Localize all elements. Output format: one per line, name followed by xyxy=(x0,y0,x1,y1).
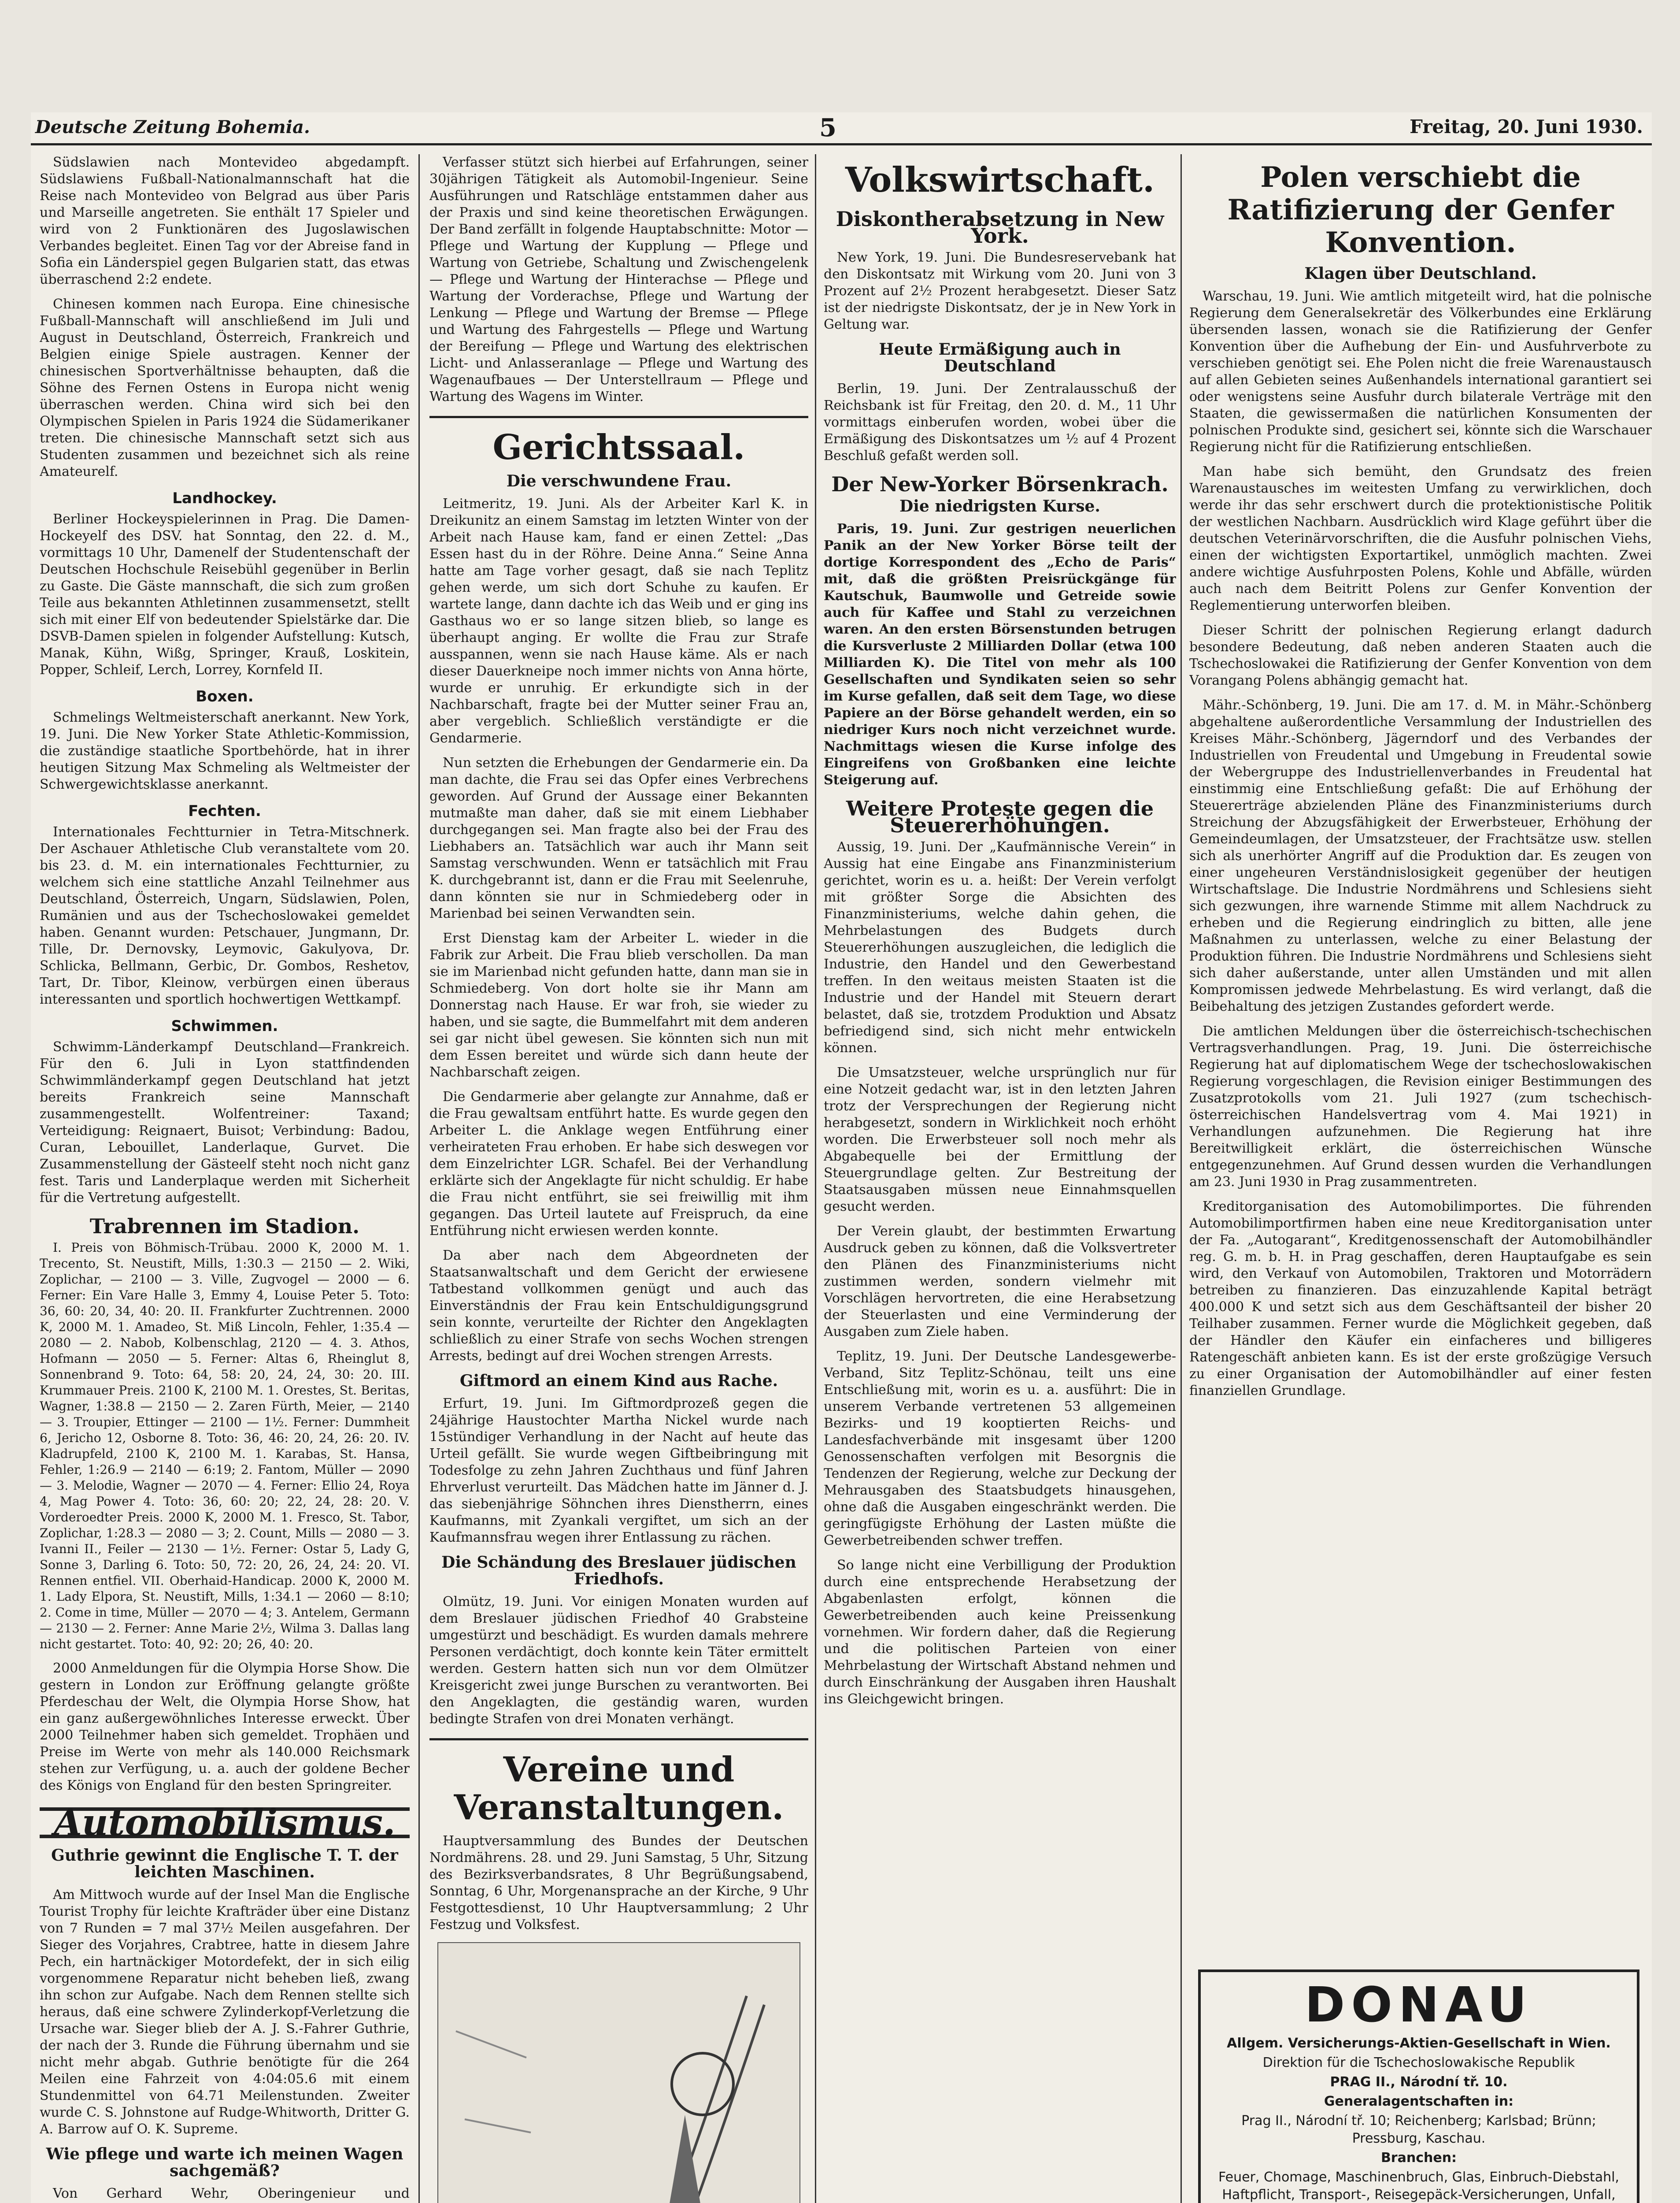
article-title-giftmord: Giftmord an einem Kind aus Rache. xyxy=(459,1372,778,1390)
article-subtitle-polen: Klagen über Deutschland. xyxy=(1304,264,1537,283)
article-title-pflege: Wie pflege und warte ich meinen Wagen sachgemäß? xyxy=(46,2145,403,2180)
article-pflege: Von Gerhard Wehr, Oberingenieur und xyxy=(53,2186,410,2201)
article-teplitz: Teplitz, 19. Juni. Der Deutsche Landesgewerbe-Verband, Sitz Teplitz-Schönau, teilt uns eine Entschließung mit, worin es u. a. ausführt: Die in unserem Verbande vertretenen 53 allgemeinen Bezirks- und 19 kooptierten Reichs- und Landesfachverbände mit insgesamt über 1200 Genossenschaften verfolgen mit Besorgnis die Tendenzen der Regierung, welche zur Deckung der Mehrausgaben des Staatsbudgets hinausgehen, ohne daß die Ausgaben eingeschränkt werden. Die geringfügigste Erhöhung der Lasten müßte die Gewerbetreibenden schwer treffen. xyxy=(824,1349,1176,1548)
article-title-verschwundene-frau: Die verschwundene Frau. xyxy=(506,472,732,490)
section-heading-boxen: Boxen. xyxy=(196,688,254,705)
article-polen-part1: Warschau, 19. Juni. Wie amtlich mitgeteilt wird, hat die polnische Regierung dem Generalsekretär des Völkerbundes eine Erklärung übersenden lassen, wonach sie die Ratifizierung der Genfer Konvention über die Aufhebung der Ein- und Ausfuhrverbote zu verschieben genötigt sei. Ehe Polen nicht die freie Warenaustausch auf allen Gebieten seines Außenhandels international garantiert sei oder wenigstens seine Ausfuhr durch bilaterale Verträge mit den Staaten, die gewissermaßen die natürlichen Konsumenten der polnischen Produkte sind, gesichert sei, könnte sich die Warschauer Regierung nicht für die Ratifizierung entschließen. xyxy=(1189,289,1652,455)
ad-branches: Feuer, Chomage, Maschinenbruch, Glas, Einbruch-Diebstahl, Haftpflicht, Transport-, Reisegepäck-Versicherungen, Unfall, xyxy=(1218,2170,1619,2203)
article-fechten: Internationales Fechtturnier in Tetra-Mitschnerk. Der Aschauer Athletische Club veranstaltete vom 20. bis 23. d. M. ein internationales Fechtturnier, zu welchem sich eine stattliche Anzahl Teilnehmer aus Deutschland, Österreich, Ungarn, Südslawien, Polen, Rumänien und aus der Tschechoslowakei gemeldet haben. Genannt wurden: Petschauer, Jungmann, Dr. Tille, Dr. Dernovsky, Leymovic, Gakulyova, Dr. Schlicka, Bellmann, Gerbic, Dr. Gombos, Reshetov, Tart, Dr. Tibor, Kleinow, verbürgen einen überaus interessanten und sportlich hochwertigen Wettkampf. xyxy=(40,824,410,1007)
article-subtitle-boersenkrach: Die niedrigsten Kurse. xyxy=(899,497,1100,516)
article-olympia: 2000 Anmeldungen für die Olympia Horse Show. Die gestern in London zur Eröffnung gelangte größte Pferdeschau der Welt, die Olympia Horse Show, hat ein ganz außergewöhnliches Interesse erweckt. Über 2000 Teilnehmer haben sich gemeldet. Trophäen und Preise im Werte von mehr als 140.000 Reichsmark stehen zur Verfügung, u. a. auch der goldene Becher des Königs von England für den besten Springreiter. xyxy=(40,1661,410,1793)
section-heading-fechten: Fechten. xyxy=(188,802,261,820)
article-frau-part3: Erst Dienstag kam der Arbeiter L. wieder in die Fabrik zur Arbeit. Die Frau blieb verschollen. Da man sie im Marienbad nicht gefunden hatte, dann man sie in Schmiedeberg. Von dort holte sie ihr Mann am Donnerstag nach Hause. Er war froh, sie wieder zu haben, und sie sagte, die Bummelfahrt mit dem anderen sei gar nicht übel gewesen. Sie könnten sich nun mit dem Essen bereitet und würde sich dann heute der Nachbarschaft zeigen. xyxy=(429,931,808,1080)
page-header xyxy=(31,112,1652,145)
ad-title: DONAU xyxy=(1305,1977,1533,2033)
ad-agencies: Prag II., Národní tř. 10; Reichenberg; Karlsbad; Brünn; Pressburg, Kaschau. xyxy=(1241,2113,1596,2146)
newspaper-masthead: Deutsche Zeitung Bohemia. xyxy=(35,117,310,137)
section-heading-schwimmen: Schwimmen. xyxy=(171,1017,278,1035)
column-sport xyxy=(40,154,410,2203)
article-title-breslau: Die Schändung des Breslauer jüdischen Friedhofs. xyxy=(441,1553,796,1588)
article-steuer-part3: Der Verein glaubt, der bestimmten Erwartung Ausdruck geben zu können, daß die Volksvertreter den Plänen des Finanzministeriums nicht zustimmen werden, sondern vielmehr mit Vorschlägen hervortreten, die eine Herabsetzung der Steuerlasten und eine Verminderung der Ausgaben zum Ziele haben. xyxy=(824,1224,1176,1339)
article-frau-part2: Nun setzten die Erhebungen der Gendarmerie ein. Da man dachte, die Frau sei das Opfer eines Verbrechens geworden. Auf Grund der Aussage einer Bekannten mutmaßte man daher, daß sie mit einem Liebhaber durchgegangen sei. Man fragte also bei der Frau des Liebhabers an. Tatsächlich war auch ihr Mann seit Samstag verschwunden. Wenn er tatsächlich mit Frau K. durchgebrannt ist, dann er die Frau mit Seelenruhe, dann könnten sie nur in Schmiedeberg oder in Marienbad bei seinen Verwandten sein. xyxy=(429,755,808,921)
section-heading-automobilismus: Automobilismus. xyxy=(40,1807,410,1838)
page-number: 5 xyxy=(819,113,836,142)
divider xyxy=(429,416,808,418)
article-steuer-part2: Die Umsatzsteuer, welche ursprünglich nur für eine Notzeit gedacht war, ist in den letzten Jahren trotz der Versprechungen der Regierung nicht herabgesetzt, sondern in Wirklichkeit noch erhöht worden. Die Erwerbsteuer soll noch mehr als Abgabequelle bei der Ermittlung der Steuergrundlage gelten. Zur Bestreitung der Staatsausgaben müssen neue Einnahmsquellen gesucht werden. xyxy=(824,1065,1176,1214)
column-gerichtssaal xyxy=(429,154,808,2203)
article-chinesen: Chinesen kommen nach Europa. Eine chinesische Fußball-Mannschaft will anschließend im Juli und August in Deutschland, Österreich, Frankreich und Belgien einige Spiele austragen. Kenner der chinesischen Sportverhältnisse behaupten, daß die Söhne des Fernen Ostens in Europa nicht wenig überraschen werden. China wird sich bei den Olympischen Spielen in Paris 1924 die Südamerikaner treten. Die chinesische Mannschaft setzt sich aus Studenten zusammen und bezeichnet sich als reine Amateurelf. xyxy=(40,297,410,479)
ad-direction: Direktion für die Tschechoslowakische Republik xyxy=(1262,2055,1575,2070)
section-heading-landhockey: Landhockey. xyxy=(172,490,277,507)
section-heading-volkswirtschaft: Volkswirtschaft. xyxy=(845,160,1155,200)
article-landhockey: Berliner Hockeyspielerinnen in Prag. Die Damen-Hockeyelf des DSV. hat Sonntag, den 22. d. M., vormittags 10 Uhr, Damenelf der Studentenschaft der Deutschen Hochschule Reisebühl gegenüber in Berlin zu Gaste. Die Gäste mannschaft, die sich zum großen Teile aus bekannten Athletinnen zusammensetzt, stellt sich mit einer Elf von bedeutender Spielstärke dar. Die DSVB-Damen spielen in folgender Aufstellung: Kutsch, Manak, Kühn, Wißg, Springer, Krauß, Loskitein, Popper, Schleif, Lerch, Lorrey, Kornfeld II. xyxy=(40,512,410,678)
article-title-polen: Polen verschiebt die Ratifizierung der Genfer Konvention. xyxy=(1227,161,1614,259)
article-title-steuer: Weitere Proteste gegen die Steuererhöhungen. xyxy=(846,797,1154,837)
article-boersenkrach: Paris, 19. Juni. Zur gestrigen neuerlichen Panik an der New Yorker Börse teilt der dortige Korrespondent des „Echo de Paris“ mit, daß die größten Preisrückgänge für Kautschuk, Baumwolle und Getreide sowie auch für Kaffee und Stahl zu verzeichnen waren. An den ersten Börsenstunden betrugen die Kursverluste 2 Milliarden Dollar (etwa 100 Milliarden K). Die Titel von mehr als 100 Gesellschaften und Syndikaten seien so sehr im Kurse gefallen, daß seit dem Tage, wo diese Papiere an der Börse gehandelt werden, ein so niedriger Kurs noch nicht verzeichnet wurde. Nachmittags wiesen die Kurse infolge des Eingreifens von Großbanken eine leichte Steigerung auf. xyxy=(824,521,1176,788)
article-title-diskont: Diskontherabsetzung in New York. xyxy=(836,207,1164,248)
article-heute: Berlin, 19. Juni. Der Zentralausschuß der Reichsbank ist für Freitag, den 20. d. M., 11 Uhr vormittags einberufen worden, wobei über die Ermäßigung des Diskontsatzes um ½ auf 4 Prozent Beschluß gefaßt werden soll. xyxy=(824,381,1176,464)
column-rule xyxy=(815,154,816,2203)
article-title-heute: Heute Ermäßigung auch in Deutschland xyxy=(879,340,1121,375)
article-frau-part4: Die Gendarmerie aber gelangte zur Annahme, daß er die Frau gewaltsam entführt hatte. Es wurde gegen den Arbeiter L. die Anklage wegen Entführung einer verheirateten Frau erhoben. Er habe sich deswegen vor dem Einzelrichter LGR. Schafel. Bei der Verhandlung erklärte sich der Angeklagte für nicht schuldig. Er habe die Frau nicht entführt, sie sei freiwillig mit ihm gegangen. Das Urteil lautete auf Freispruch, da eine Entführung nicht erwiesen werden konnte. xyxy=(429,1089,808,1239)
article-verhandlungen: Die amtlichen Meldungen über die österreichisch-tschechischen Vertragsverhandlungen. Prag, 19. Juni. Die österreichische Regierung hat auf diplomatischem Wege der tschechoslowakischen Regierung vorgeschlagen, die Revision einiger Bestimmungen des Zusatzprotokolls vom 21. Juli 1927 (zum tschechisch-österreichischen Handelsvertrag vom 4. Mai 1921) in Verhandlungen aufzunehmen. Die Regierung hat ihre Bereitwilligkeit erklärt, die österreichischen Wünsche entgegenzunehmen. Auf Grund dessen wurden die Verhandlungen am 23. Juni 1930 in Prag zusammentreten. xyxy=(1189,1024,1652,1190)
article-schwimmen: Schwimm-Länderkampf Deutschland—Frankreich. Für den 6. Juli in Lyon stattfindenden Schwimmländerkampf gegen Deutschland hat jetzt bereits Frankreich seine Mannschaft zusammengestellt. Wolfentreiner: Taxand; Verteidigung: Reignaert, Buisot; Verbindung: Badou, Curan, Lebouillet, Landerlaque, Gurvet. Die Zusammenstellung der Gästeelf steht noch nicht ganz fest. Taris und Landerplaque werden mit Sicherheit für die Vertretung aufgestellt. xyxy=(40,1039,410,1205)
article-suedslawien: Südslawien nach Montevideo abgedampft. Südslawiens Fußball-Nationalmannschaft hat die Reise nach Montevideo von Belgrad aus über Paris und Marseille angetreten. Sie enthält 17 Spieler und wird von 2 Funktionären des Jugoslawischen Verbandes begleitet. Einen Tag vor der Abreise fand in Sofia ein Länderspiel gegen Bulgarien statt, das etwas überraschend 2:2 endete. xyxy=(40,155,410,287)
divider xyxy=(429,1738,808,1740)
ad-company: Allgem. Versicherungs-Aktien-Gesellschaft in Wien. xyxy=(1227,2036,1611,2051)
column-rule xyxy=(1180,154,1182,2203)
article-vereine: Hauptversammlung des Bundes der Deutschen Nordmährens. 28. und 29. Juni Samstag, 5 Uhr, Sitzung des Bezirksverbandsrates, 8 Uhr Begrüßungsabend, Sonntag, 6 Uhr, Morgenansprache an der Kirche, 9 Uhr Festgottesdienst, 10 Uhr Hauptversammlung; 2 Uhr Festzug und Volksfest. xyxy=(429,1833,808,1932)
column-volkswirtschaft xyxy=(824,154,1176,2203)
article-trabrennen: I. Preis von Böhmisch-Trübau. 2000 K, 2000 M. 1. Trecento, St. Neustift, Mills, 1:30.3 — 2150 — 2. Wiki, Zoplichar, — 2100 — 3. Ville, Zugvogel — 2000 — 6. Ferner: Ein Vare Halle 3, Emmy 4, Louise Peter 5. Toto: 36, 60: 20, 34, 40: 20. II. Frankfurter Zuchtrennen. 2000 K, 2000 M. 1. Amadeo, St. Miß Lincoln, Fehler, 1:35.4 — 2080 — 2. Nabob, Kolbenschlag, 2120 — 4. 3. Athos, Hofmann — 2050 — 5. Ferner: Altas 6, Rheinglut 8, Sonnenbrand 9. Toto: 64, 58: 20, 24, 24, 30: 20. III. Krummauer Preis. 2100 K, 2100 M. 1. Orestes, St. Beritas, Wagner, 1:38.8 — 2150 — 2. Zaren Fürth, Meier, — 2140 — 3. Troupier, Ettinger — 2100 — 1½. Ferner: Dummheit 6, Jericho 12, Osborne 8. Toto: 36, 46: 20, 24, 26: 20. IV. Kladrupfeld, 2100 K, 2100 M. 1. Karabas, St. Hansa, Fehler, 1:26.9 — 2140 — 6:19; 2. Fantom, Müller — 2090 — 3. Melodie, Wagner — 2070 — 4. Ferner: Ellio 24, Roya 4, Mag Power 4. Toto: 36, 60: 20; 22, 24, 28: 20. V. Vorderoedter Preis. 2000 K, 2000 M. 1. Fresco, St. Tabor, Zoplichar, 1:28.3 — 2080 — 3; 2. Count, Mills — 2080 — 3. Ivanni II., Feiler — 2130 — 1½. Ferner: Ostar 5, Lady G, Sonne 3, Darling 6. Toto: 50, 72: 20, 26, 24, 24: 20. VI. Rennen entfiel. VII. Oberhaid-Handicap. 2000 K, 2000 M. 1. Lady Elpora, St. Neustift, Mills, 1:34.1 — 2060 — 8:10; 2. Come in time, Müller — 2070 — 4; 3. Antelem, Germann — 2130 — 2. Ferner: Anne Marie 2½, Wilma 3. Dallas lang nicht gestartet. Toto: 40, 92: 20; 26, 40: 20. xyxy=(40,1240,410,1651)
article-maehr-schoenberg: Mähr.-Schönberg, 19. Juni. Die am 17. d. M. in Mähr.-Schönberg abgehaltene außerordentliche Versammlung der Industriellen des Kreises Mähr.-Schönberg, Jägerndorf und des Verbandes der Industriellen von Freudental und Umgebung in Freudental sowie der Webergruppe des Industriellenverbandes in Freudental hat einstimmig eine Entschließung gefaßt: Die auf Erhöhung der Steuererträge abzielenden Pläne des Finanzministeriums durch Streichung der Abzugsfähigkeit der Erwerbsteuer, Erhöhung der Gemeindeumlagen, der Umsatzsteuer, der Frachtsätze usw. stellen sich als unerhörter Angriff auf die Produktion dar. Es zeugen von einer ungeheuren Verständnislosigkeit gegenüber der heutigen Wirtschaftslage. Die Industrie Nordmährens und Schlesiens sieht sich gezwungen, ihre warnende Stimme mit allem Nachdruck zu erheben und die Regierung eindringlich zu bitten, alle jene Maßnahmen zu unterlassen, welche zu einer Belastung der Produktion führen. Die Industrie Nordmährens und Schlesiens sieht sich daher außerstande, unter allen Umständen und mit allen Kompromissen jedwede Mehrbelastung. Es wird verlangt, daß die Beibehaltung des jetzigen Zustandes gefordert werde. xyxy=(1189,697,1652,1014)
section-heading-vereine: Vereine und Veranstaltungen. xyxy=(454,1750,784,1828)
article-frau-part5: Da aber nach dem Abgeordneten der Staatsanwaltschaft und dem Gericht der erwiesene Tatbestand vollkommen genügt und auch das Einverständnis der Frau kein Entschuldigungsgrund sein konnte, verurteilte der Richter den Angeklagten schließlich zu einer Strafe von sechs Wochen strengen Arrests, bedingt auf drei Wochen strengen Arrests. xyxy=(429,1248,808,1364)
article-steuer-part1: Aussig, 19. Juni. Der „Kaufmännische Verein“ in Aussig hat eine Eingabe ans Finanzministerium gerichtet, worin es u. a. heißt: Der Verein verfolgt mit größter Sorge die Absichten des Finanzministeriums, welche dahin gehen, die Mehrbelastungen des Budgets durch Steuererhöhungen auszugleichen, die lediglich die Industrie, den Handel und den Gewerbestand treffen. In den weitaus meisten Staaten ist die Industrie und der Handel mit Steuern derart belastet, daß sie, trotzdem Produktion und Absatz befriedigend sind, sich nicht mehr entwickeln können. xyxy=(824,839,1176,1056)
cartoon-drawing xyxy=(438,1943,799,2203)
article-title-boersenkrach: Der New-Yorker Börsenkrach. xyxy=(831,472,1169,496)
article-teplitz-part2: So lange nicht eine Verbilligung der Produktion durch eine entsprechende Herabsetzung der Abgabenlasten erfolgt, können die Gewerbetreibenden auch keine Preissenkung vornehmen. Wir fordern daher, daß die Regierung und die politischen Parteien von einer Mehrbelastung der Wirtschaft Abstand nehmen und durch Einschränkung der Ausgaben ihren Haushalt ins Gleichgewicht bringen. xyxy=(824,1558,1176,1707)
article-polen-part3: Dieser Schritt der polnischen Regierung erlangt dadurch besondere Bedeutung, daß neben anderen Staaten auch die Tschechoslowakei die Ratifizierung der Genfer Konvention von dem Vorangang Polens abhängig gemacht hat. xyxy=(1189,623,1652,688)
article-pflege-continued: Verfasser stützt sich hierbei auf Erfahrungen, seiner 30jährigen Tätigkeit als Automobil-Ingenieur. Seine Ausführungen und Ratschläge entstammen daher aus der Praxis und sind keine theoretischen Erwägungen. Der Band zerfällt in folgende Hauptabschnitte: Motor — Pflege und Wartung der Kupplung — Pflege und Wartung von Getriebe, Schaltung und Zwischengelenk — Pflege und Wartung der Hinterachse — Pflege und Wartung der Vorderachse, Pflege und Wartung der Lenkung — Pflege und Wartung der Bremse — Pflege und Wartung des Fahrgestells — Pflege und Wartung der Bereifung — Pflege und Wartung des elektrischen Licht- und Anlasseranlage — Pflege und Wartung des Wagenaufbaues — Der Unterstellraum — Pflege und Wartung des Wagens im Winter. xyxy=(429,155,808,404)
donau-advertisement xyxy=(1198,1969,1639,2203)
section-heading-gerichtssaal: Gerichtssaal. xyxy=(492,427,745,467)
article-polen-part2: Man habe sich bemüht, den Grundsatz des freien Warenaustausches im weitesten Umfang zu verwirklichen, doch werde ihr das sehr erschwert durch die protektionistische Politik der westlichen Nachbarn. Ausdrücklich wird Klage geführt über die deutschen Veterinärvorschriften, die die Ausfuhr polnischen Viehs, einen der wichtigsten Exportartikel, unmöglich machten. Zwei andere wichtige Ausfuhrposten Polens, Kohle und Abfälle, würden auch nach dem Beitritt Polens zur Genfer Konvention der Reglementierung unterworfen bleiben. xyxy=(1189,464,1652,613)
article-diskont: New York, 19. Juni. Die Bundesreservebank hat den Diskontsatz mit Wirkung vom 20. Juni von 3 Prozent auf 2½ Prozent herabgesetzt. Dieser Satz ist der niedrigste Diskontsatz, der je in New York in Geltung war. xyxy=(824,250,1176,332)
article-guthrie: Am Mittwoch wurde auf der Insel Man die Englische Tourist Trophy für leichte Krafträder über eine Distanz von 7 Runden = 7 mal 37½ Meilen ausgefahren. Der Sieger des Vorjahres, Crabtree, hatte in diesem Jahre Pech, ein hartnäckiger Motordefekt, der in sich eilig vorgenommene Reparatur nicht beheben ließ, zwang ihn schon zur Aufgabe. Nach dem Rennen stellte sich heraus, daß eine schwere Zylinderkopf-Verletzung die Ursache war. Sieger blieb der A. J. S.-Fahrer Guthrie, der nach der 3. Runde die Führung übernahm und sie nicht mehr abgab. Guthrie benötigte für die 264 Meilen eine Fahrzeit von 4:04:05.6 mit einem Stundenmittel von 64.71 Meilenstunden. Zweiter wurde C. S. Johnstone auf Rudge-Whitworth, Dritter G. A. Barrow auf O. K. Supreme. xyxy=(40,1887,410,2137)
article-frau-part1: Leitmeritz, 19. Juni. Als der Arbeiter Karl K. in Dreikunitz an einem Samstag im letzten Winter von der Arbeit nach Hause kam, fand er einen Zettel: „Das Essen hast du in der Röhre. Deine Anna.“ Seine Anna hatte am Tage vorher gesagt, daß sie nach Teplitz gehen werde, um sich dort Schuhe zu kaufen. Er wartete lange, dann dachte ich das Weib und er ging ins Gasthaus wo er so lange sitzen blieb, so lange es überhaupt anging. Er wollte die Frau zur Strafe ausspannen, wenn sie nach Hause käme. Als er nach dieser Dauerkneipe noch immer nichts von Anna hörte, wurde er unruhig. Er erkundigte sich in der Nachbarschaft, fragte bei der Mutter seiner Frau an, aber vergeblich. Schließlich verständigte er die Gendarmerie. xyxy=(429,496,808,746)
ad-agencies-heading: Generalagentschaften in: xyxy=(1324,2094,1514,2109)
article-title-guthrie: Guthrie gewinnt die Englische T. T. der leichten Maschinen. xyxy=(51,1846,398,1881)
cartoon-illustration xyxy=(437,1942,800,2203)
article-breslau: Olmütz, 19. Juni. Vor einigen Monaten wurden auf dem Breslauer jüdischen Friedhof 40 Grabsteine umgestürzt und beschädigt. Es wurden damals mehrere Personen verdächtigt, doch konnte kein Täter ermittelt werden. Gestern hatten sich nun vor dem Olmützer Kreisgericht zwei junge Burschen zu verantworten. Bei den Angeklagten, die geständig waren, wurden bedingte Strafen von drei Monaten verhängt. xyxy=(429,1594,808,1727)
column-rule xyxy=(418,154,420,2203)
ad-address: PRAG II., Národní tř. 10. xyxy=(1330,2074,1508,2090)
ad-branches-heading: Branchen: xyxy=(1380,2150,1457,2166)
column-polen xyxy=(1189,154,1652,2203)
article-kredit: Kreditorganisation des Automobilimportes. Die führenden Automobilimportfirmen haben eine neue Kreditorganisation unter der Fa. „Autogarant“, Kreditgenossenschaft der Automobilhändler reg. G. m. b. H. in Prag geschaffen, deren Hauptaufgabe es sein wird, den Verkauf von Automobilen, Traktoren und Motorrädern betreiben zu finanzieren. Das einzuzahlende Kapital beträgt 400.000 K und setzt sich aus dem Geschäftsanteil der bisher 20 Teilhaber zusammen. Ferner wurde die Möglichkeit gegeben, daß der Händler den Käufer ein einfacheres und billigeres Ratengeschäft anbieten kann. Es ist der erste großzügige Versuch zu einer Organisation der Automobilhändler auf einer festen finanziellen Grundlage. xyxy=(1189,1199,1652,1398)
issue-date: Freitag, 20. Juni 1930. xyxy=(1410,116,1643,137)
section-heading-trabrennen: Trabrennen im Stadion. xyxy=(89,1214,360,1238)
article-boxen: Schmelings Weltmeisterschaft anerkannt. New York, 19. Juni. Die New Yorker State Athletic-Kommission, die zuständige staatliche Sportbehörde, hat in ihrer heutigen Sitzung Max Schmeling als Weltmeister der Schwergewichtsklasse anerkannt. xyxy=(40,710,410,792)
article-giftmord: Erfurt, 19. Juni. Im Giftmordprozeß gegen die 24jährige Haustochter Martha Nickel wurde nach 15stündiger Verhandlung in der Nacht auf heute das Urteil gefällt. Sie wurde wegen Giftbeibringung mit Todesfolge zu zehn Jahren Zuchthaus und fünf Jahren Ehrverlust verurteilt. Das Mädchen hatte im Jänner d. J. das siebenjährige Söhnchen ihres Dienstherrn, eines Kaufmanns, mit Zyankali vergiftet, um sich an der Kaufmannsfrau wegen ihrer Entlassung zu rächen. xyxy=(429,1396,808,1545)
